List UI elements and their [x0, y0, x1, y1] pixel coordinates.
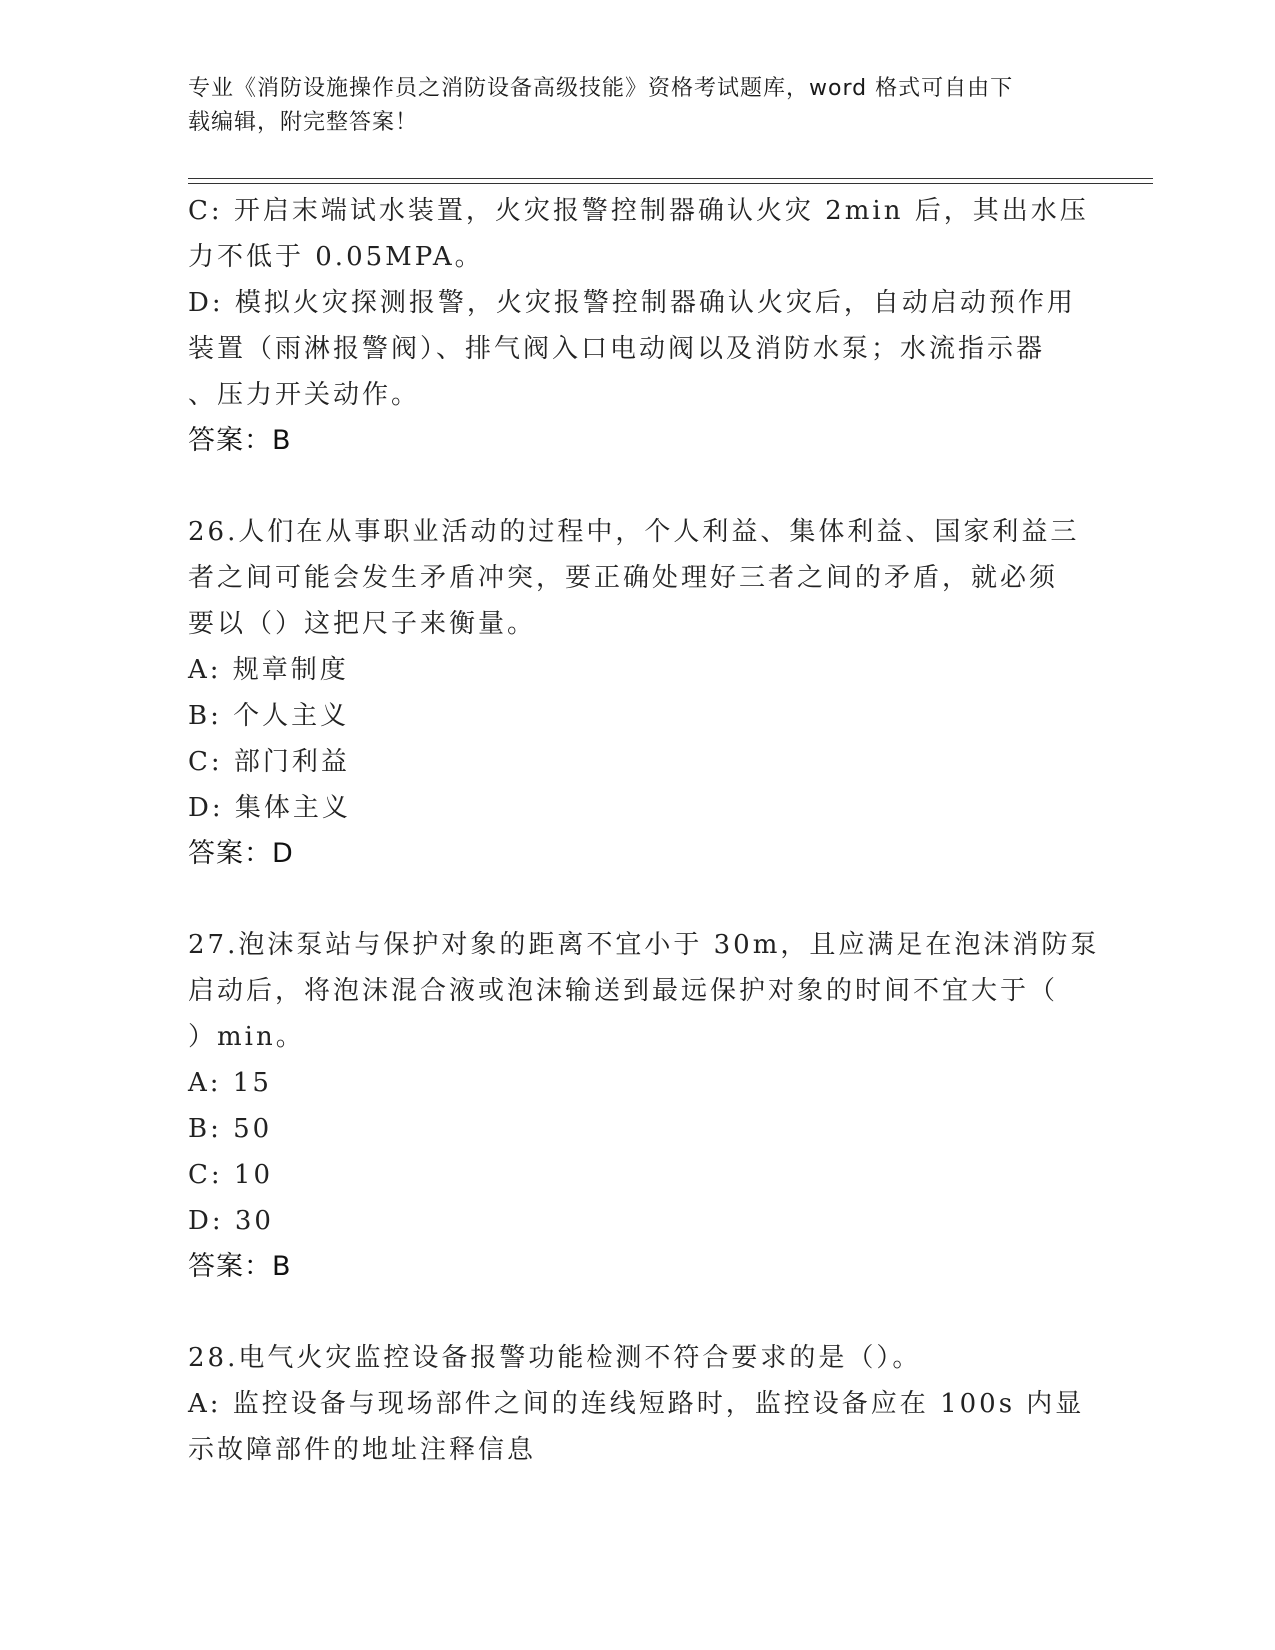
question-26: [188, 509, 1080, 877]
option-a-text: A: 15: [188, 1068, 272, 1098]
answer-label: 答案：D: [188, 838, 294, 869]
option-b-text: B: 个人主义: [188, 701, 350, 731]
option-a-text: A: 规章制度: [188, 655, 349, 685]
question-spacer: [188, 1290, 1068, 1335]
option-a-text: 示故障部件的地址注释信息: [188, 1435, 537, 1465]
option-d-text: 装置（雨淋报警阀）、排气阀入口电动阀以及消防水泵；水流指示器: [188, 334, 1046, 364]
question-stem: ）min。: [188, 1022, 305, 1052]
answer-label: 答案：B: [188, 425, 292, 456]
option-d-text: D: 集体主义: [188, 793, 351, 823]
question-stem: 27.泡沫泵站与保护对象的距离不宜小于 30m，且应满足在泡沫消防泵: [188, 930, 1100, 960]
question-25-tail: [188, 188, 1089, 464]
option-a-text: A: 监控设备与现场部件之间的连线短路时，监控设备应在 100s 内显: [188, 1389, 1085, 1419]
header-divider-bottom: [188, 183, 1153, 184]
question-stem: 者之间可能会发生矛盾冲突，要正确处理好三者之间的矛盾，就必须: [188, 563, 1059, 593]
option-d-text: 、压力开关动作。: [188, 380, 421, 410]
question-stem: 要以（）这把尺子来衡量。: [188, 609, 537, 639]
question-spacer: [188, 877, 1068, 922]
question-stem: 28.电气火灾监控设备报警功能检测不符合要求的是（）。: [188, 1343, 922, 1373]
option-b-text: B: 50: [188, 1114, 273, 1144]
header-title-line-1: 专业《消防设施操作员之消防设备高级技能》资格考试题库，word 格式可自由下: [188, 76, 1014, 101]
option-c-text: C: 部门利益: [188, 747, 350, 777]
question-stem: 启动后，将泡沫混合液或泡沫输送到最远保护对象的时间不宜大于（: [188, 976, 1059, 1006]
option-d-text: D: 30: [188, 1206, 274, 1236]
question-27: [188, 922, 1100, 1290]
question-spacer: [188, 464, 1068, 509]
question-28: [188, 1335, 1085, 1473]
header-title-line-2: 载编辑，附完整答案！: [188, 110, 419, 135]
answer-label: 答案：B: [188, 1251, 292, 1282]
header-divider-top: [188, 178, 1153, 179]
option-c-text: C: 开启末端试水装置，火灾报警控制器确认火灾 2min 后，其出水压: [188, 196, 1089, 226]
option-c-text: C: 10: [188, 1160, 274, 1190]
document-header: [188, 72, 1068, 140]
question-content: [188, 188, 1100, 1473]
option-d-text: D: 模拟火灾探测报警，火灾报警控制器确认火灾后，自动启动预作用: [188, 288, 1076, 318]
question-stem: 26.人们在从事职业活动的过程中，个人利益、集体利益、国家利益三: [188, 517, 1080, 547]
option-c-text: 力不低于 0.05MPA。: [188, 242, 484, 272]
